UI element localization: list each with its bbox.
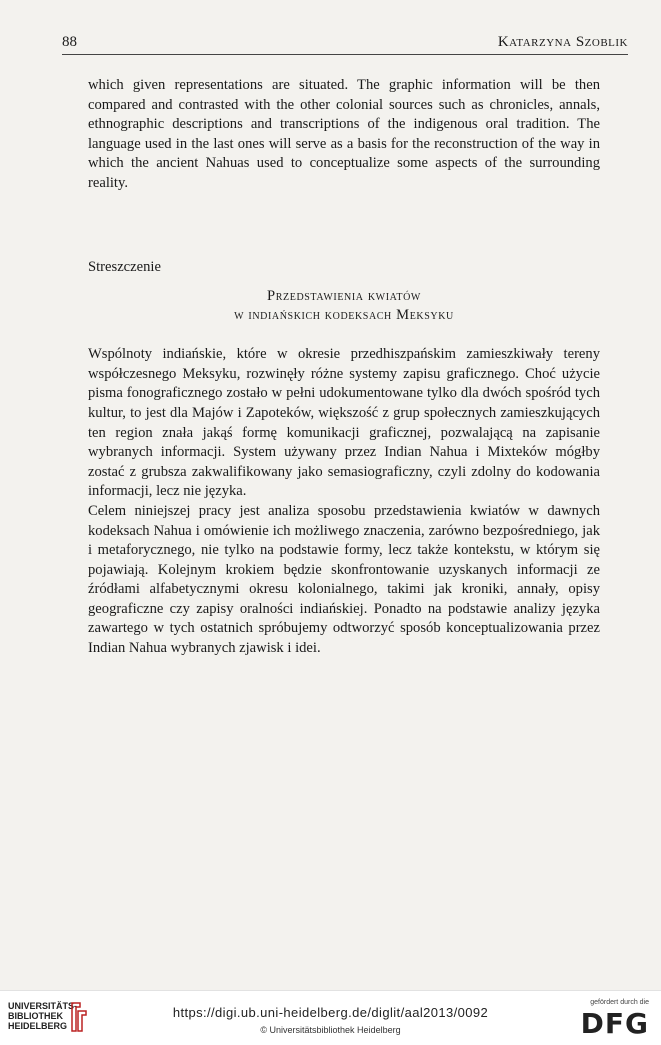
summary-title-line2: w indiańskich kodeksach Meksyku <box>234 307 454 324</box>
page-header <box>62 34 628 55</box>
source-url[interactable]: https://digi.ub.uni-heidelberg.de/diglit/aal2013/0092 <box>172 1005 489 1020</box>
summary-paragraph-1: Wspólnoty indiańskie, które w okresie przedhiszpańskim zamieszkiwały tereny współczesnego Meksyku, rozwinęły różne systemy zapisu graficznego. Choć użycie pisma fonograficznego zostało w pełni udokumentowane tylko dla dwóch spośród tych kultur, to jest dla Majów i Zapoteków, większość z grup społecznych zamieszkujących ten region znała jakąś formę komunikacji graficznej, pozwalającą na zapisanie wybranych informacji. System używany przez Indian Nahua i Mixteków mógłby zostać z grubsza zakwalifikowany jako semasiograficzny, czyli zdolny do kodowania informacji, lecz nie języka. <box>88 346 600 500</box>
dfg-logo: DFG <box>580 1007 649 1040</box>
page-number: 88 <box>62 34 77 50</box>
summary-paragraph-2: Celem niniejszej pracy jest analiza sposobu przedstawienia kwiatów w dawnych kodeksach Nahua i omówienie ich możliwego znaczenia, zarówno bezpośredniego, jak i metaforycznego, nie tylko na podstawie formy, lecz także kontekstu, w którym się pojawiają. Kolejnym krokiem będzie skonfrontowanie uzyskanych informacji ze źródłami alfabetycznymi okresu kolonialnego, takimi jak kroniki, annały, opisy geograficzne czy zapisy oralności indiańskiej. Ponadto na podstawie analizy języka zawartego w tych ostatnich spróbujemy odtworzyć sposób konceptualizowania przez Indian Nahua wybranych zjawisk i idei. <box>88 502 600 657</box>
copyright-notice: © Universitätsbibliothek Heidelberg <box>260 1025 401 1035</box>
digitization-footer <box>0 990 661 1045</box>
summary-title <box>88 287 600 325</box>
running-head: Katarzyna Szoblik <box>497 34 628 50</box>
intro-paragraph: which given representations are situated. The graphic information will be then compared and contrasted with the other colonial sources such as chronicles, annals, ethnographic descriptions and transcriptions of the indigenous oral tradition. The language used in the last ones will serve as a basis for the reconstruction of the way in which the ancient Nahuas used to conceptualize some aspects of the surrounding reality. <box>88 77 600 191</box>
summary-label: Streszczenie <box>88 258 161 275</box>
funding-label: gefördert durch die <box>590 999 649 1006</box>
library-logo-text: UNIVERSITÄTS- BIBLIOTHEK HEIDELBERG <box>8 1001 78 1031</box>
summary-title-line1: Przedstawienia kwiatów <box>267 288 421 305</box>
page-content <box>88 76 600 659</box>
